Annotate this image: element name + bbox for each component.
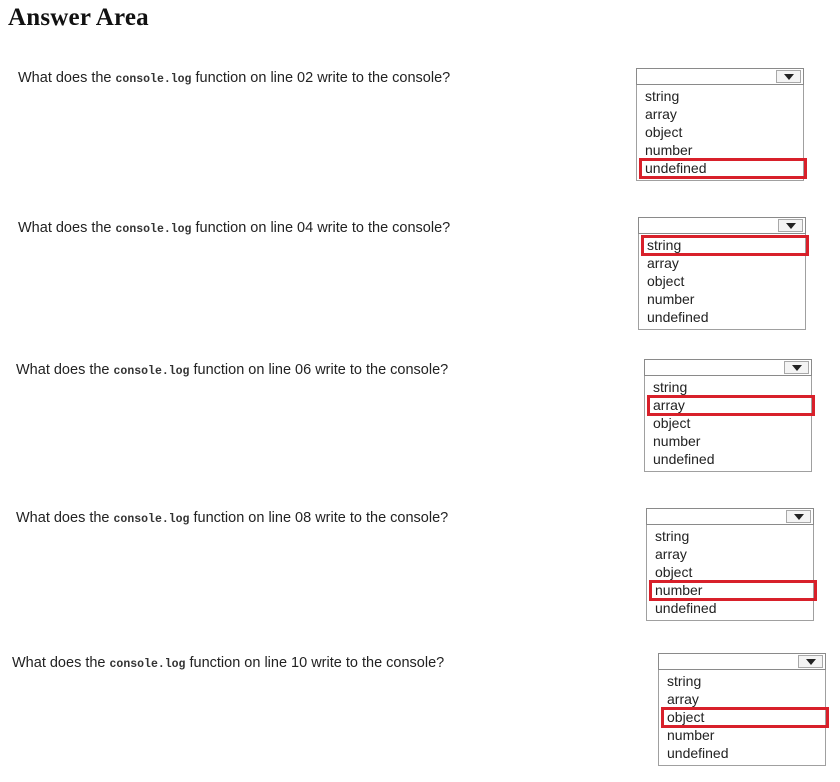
answer-dropdown-line-04[interactable] — [638, 217, 806, 330]
answer-dropdown-line-02[interactable] — [636, 68, 804, 181]
option-number[interactable]: number — [645, 142, 693, 158]
dropdown-select-box[interactable] — [638, 217, 806, 234]
code-console-log: console.log — [115, 223, 192, 236]
question-suffix: function on line 02 write to the console? — [191, 70, 451, 86]
code-console-log: console.log — [113, 365, 190, 378]
option-number[interactable]: number — [653, 433, 701, 449]
option-number-selected[interactable]: number — [647, 581, 813, 599]
question-prefix: What does the — [16, 510, 114, 526]
question-line-02 — [18, 70, 450, 86]
dropdown-options-list — [644, 376, 812, 472]
option-object[interactable]: object — [647, 273, 685, 289]
dropdown-select-box[interactable] — [658, 653, 826, 670]
option-undefined[interactable]: undefined — [667, 745, 729, 761]
option-object[interactable]: object — [645, 124, 683, 140]
option-number[interactable]: number — [667, 727, 715, 743]
dropdown-options-list — [638, 234, 806, 330]
option-array[interactable]: array — [667, 691, 699, 707]
dropdown-select-box[interactable] — [646, 508, 814, 525]
dropdown-select-box[interactable] — [644, 359, 812, 376]
dropdown-select-box[interactable] — [636, 68, 804, 85]
option-number[interactable]: number — [647, 291, 695, 307]
option-undefined[interactable]: undefined — [655, 600, 717, 616]
option-array-selected[interactable]: array — [645, 396, 811, 414]
answer-dropdown-line-08[interactable] — [646, 508, 814, 621]
dropdown-options-list — [636, 85, 804, 181]
question-suffix: function on line 08 write to the console? — [189, 510, 449, 526]
option-undefined[interactable]: undefined — [647, 309, 709, 325]
answer-dropdown-line-10[interactable] — [658, 653, 826, 766]
option-string[interactable]: string — [655, 528, 690, 544]
option-string-selected[interactable]: string — [639, 236, 805, 254]
question-line-08 — [16, 510, 448, 526]
option-string[interactable]: string — [645, 88, 680, 104]
option-undefined-selected[interactable]: undefined — [637, 159, 803, 177]
answer-area-title: Answer Area — [8, 4, 149, 31]
code-console-log: console.log — [115, 73, 192, 86]
chevron-down-icon[interactable] — [798, 655, 823, 668]
option-array[interactable]: array — [655, 546, 687, 562]
question-suffix: function on line 04 write to the console? — [191, 220, 451, 236]
option-string[interactable]: string — [667, 673, 702, 689]
option-object[interactable]: object — [655, 564, 693, 580]
option-array[interactable]: array — [645, 106, 677, 122]
question-line-04 — [18, 220, 450, 236]
option-object[interactable]: object — [653, 415, 691, 431]
option-array[interactable]: array — [647, 255, 679, 271]
chevron-down-icon[interactable] — [784, 361, 809, 374]
dropdown-options-list — [646, 525, 814, 621]
chevron-down-icon[interactable] — [778, 219, 803, 232]
option-string[interactable]: string — [653, 379, 688, 395]
option-undefined[interactable]: undefined — [653, 451, 715, 467]
question-prefix: What does the — [18, 220, 116, 236]
question-prefix: What does the — [16, 362, 114, 378]
option-object-selected[interactable]: object — [659, 708, 825, 726]
question-prefix: What does the — [18, 70, 116, 86]
question-suffix: function on line 06 write to the console? — [189, 362, 449, 378]
dropdown-options-list — [658, 670, 826, 766]
chevron-down-icon[interactable] — [786, 510, 811, 523]
code-console-log: console.log — [109, 658, 186, 671]
question-prefix: What does the — [12, 655, 110, 671]
question-suffix: function on line 10 write to the console? — [185, 655, 445, 671]
code-console-log: console.log — [113, 513, 190, 526]
question-line-06 — [16, 362, 448, 378]
question-line-10 — [12, 655, 444, 671]
answer-dropdown-line-06[interactable] — [644, 359, 812, 472]
chevron-down-icon[interactable] — [776, 70, 801, 83]
